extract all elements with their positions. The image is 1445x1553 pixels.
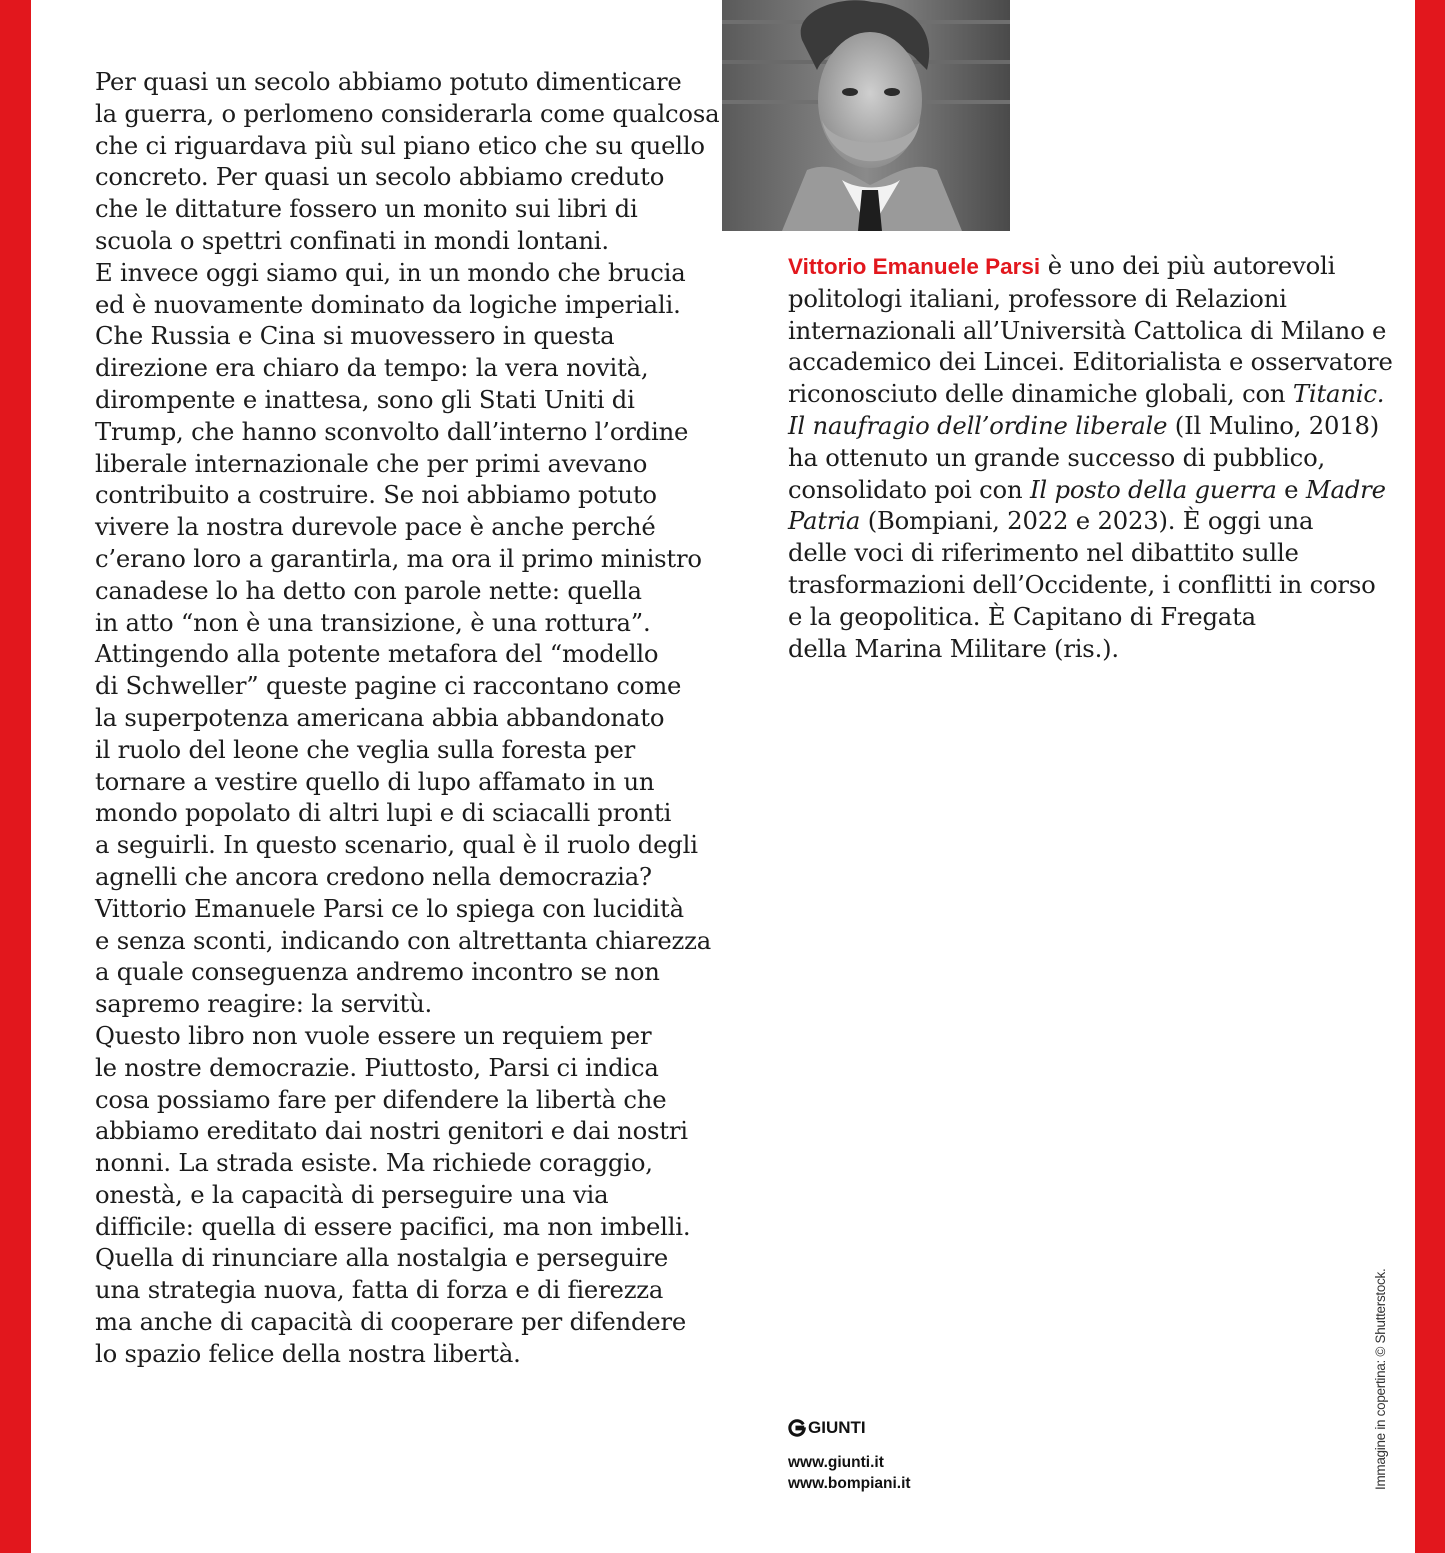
blurb-line: concreto. Per quasi un secolo abbiamo creduto (95, 162, 665, 192)
bio-line: trasformazioni dell’Occidente, i conflitti in corso (788, 569, 1376, 599)
red-border-right (1415, 0, 1445, 1553)
blurb-line: sapremo reagire: la servitù. (95, 989, 433, 1019)
blurb-line: contribuito a costruire. Se noi abbiamo potuto (95, 480, 657, 510)
blurb-line: a quale conseguenza andremo incontro se non (95, 957, 660, 987)
bio-line: consolidato poi con Il posto della guerra e Madre (788, 474, 1386, 504)
book-title: Il posto della guerra (1029, 474, 1277, 504)
blurb-line: scuola o spettri confinati in mondi lontani. (95, 225, 609, 255)
blurb-line: dirompente e inattesa, sono gli Stati Uniti di (95, 384, 635, 414)
blurb-line: vivere la nostra durevole pace è anche perché (95, 512, 656, 542)
blurb-line: Attingendo alla potente metafora del “modello (95, 639, 659, 669)
bio-line: Patria (Bompiani, 2022 e 2023). È oggi una (788, 506, 1314, 536)
blurb-line: Che Russia e Cina si muovessero in questa (95, 321, 615, 351)
giunti-logo (788, 1413, 866, 1443)
blurb-line: ed è nuovamente dominato da logiche imperiali. (95, 289, 681, 319)
cover-image-credit-text: Immagine in copertina: © Shutterstock. (1373, 1268, 1388, 1490)
blurb-line: Vittorio Emanuele Parsi ce lo spiega con lucidità (95, 893, 684, 923)
blurb-line: ma anche di capacità di cooperare per difendere (95, 1307, 687, 1337)
blurb-line: di Schweller” queste pagine ci raccontano come (95, 671, 682, 701)
blurb-line: canadese lo ha detto con parole nette: quella (95, 575, 642, 605)
book-title: Il naufragio dell’ordine liberale (788, 410, 1168, 440)
blurb-line: Trump, che hanno sconvolto dall’interno l’ordine (95, 416, 689, 446)
blurb-line: tornare a vestire quello di lupo affamato in un (95, 766, 655, 796)
blurb-line: c’erano loro a garantirla, ma ora il primo ministro (95, 543, 702, 573)
blurb-line: lo spazio felice della nostra libertà. (95, 1338, 521, 1368)
cover-image-credit (1368, 1245, 1400, 1490)
bio-line: Il naufragio dell’ordine liberale (Il Mulino, 2018) (788, 410, 1380, 440)
author-name: Vittorio Emanuele Parsi (788, 254, 1041, 279)
blurb-line: nonni. La strada esiste. Ma richiede coraggio, (95, 1148, 653, 1178)
book-title: Madre (1305, 474, 1386, 504)
blurb-line: e senza sconti, indicando con altrettanta chiarezza (95, 925, 711, 955)
blurb-line: che le dittature fossero un monito sui libri di (95, 194, 638, 224)
bio-line: Vittorio Emanuele Parsi è uno dei più autorevoli (788, 251, 1336, 280)
bio-line: della Marina Militare (ris.). (788, 633, 1119, 663)
bio-line: e la geopolitica. È Capitano di Fregata (788, 601, 1256, 631)
blurb-line: difficile: quella di essere pacifici, ma non imbelli. (95, 1211, 691, 1241)
blurb-line: una strategia nuova, fatta di forza e di fierezza (95, 1275, 664, 1305)
blurb-line: Questo libro non vuole essere un requiem per (95, 1020, 652, 1050)
book-title: Titanic. (1292, 379, 1385, 409)
blurb-line: in atto “non è una transizione, è una rottura”. (95, 607, 651, 637)
book-title: Patria (788, 506, 861, 536)
red-border-left (0, 0, 31, 1553)
blurb-line: la superpotenza americana abbia abbandonato (95, 702, 665, 732)
back-cover-blurb (95, 66, 720, 1370)
bio-line: riconosciuto delle dinamiche globali, con Titanic. (788, 379, 1385, 409)
bio-line: accademico dei Lincei. Editorialista e osservatore (788, 347, 1393, 377)
bio-line: ha ottenuto un grande successo di pubblico, (788, 442, 1326, 472)
author-photo (722, 0, 1010, 231)
website-bompiani: www.bompiani.it (788, 1475, 911, 1492)
bio-line: delle voci di riferimento nel dibattito sulle (788, 538, 1299, 568)
blurb-line: il ruolo del leone che veglia sulla foresta per (95, 734, 636, 764)
blurb-line: direzione era chiaro da tempo: la vera novità, (95, 353, 649, 383)
publisher-websites (788, 1452, 911, 1494)
blurb-line: E invece oggi siamo qui, in un mondo che brucia (95, 257, 686, 287)
bio-line: internazionali all’Università Cattolica di Milano e (788, 315, 1387, 345)
blurb-line: mondo popolato di altri lupi e di sciacalli pronti (95, 798, 672, 828)
publisher-name: GIUNTI (808, 1418, 866, 1437)
blurb-line: abbiamo ereditato dai nostri genitori e dai nostri (95, 1116, 688, 1146)
bio-line: politologi italiani, professore di Relazioni (788, 283, 1287, 313)
blurb-line: a seguirli. In questo scenario, qual è il ruolo degli (95, 830, 698, 860)
blurb-line: agnelli che ancora credono nella democrazia? (95, 861, 652, 891)
website-giunti: www.giunti.it (788, 1454, 884, 1471)
blurb-line: le nostre democrazie. Piuttosto, Parsi ci indica (95, 1052, 659, 1082)
blurb-line: cosa possiamo fare per difendere la libertà che (95, 1084, 667, 1114)
blurb-line: Per quasi un secolo abbiamo potuto dimenticare (95, 67, 682, 96)
giunti-g-icon (788, 1419, 806, 1437)
blurb-line: liberale internazionale che per primi avevano (95, 448, 648, 478)
blurb-line: onestà, e la capacità di perseguire una via (95, 1179, 609, 1209)
blurb-line: che ci riguardava più sul piano etico che su quello (95, 130, 705, 160)
blurb-line: Quella di rinunciare alla nostalgia e perseguire (95, 1243, 669, 1273)
author-bio (788, 250, 1393, 664)
blurb-line: la guerra, o perlomeno considerarla come qualcosa (95, 98, 720, 128)
